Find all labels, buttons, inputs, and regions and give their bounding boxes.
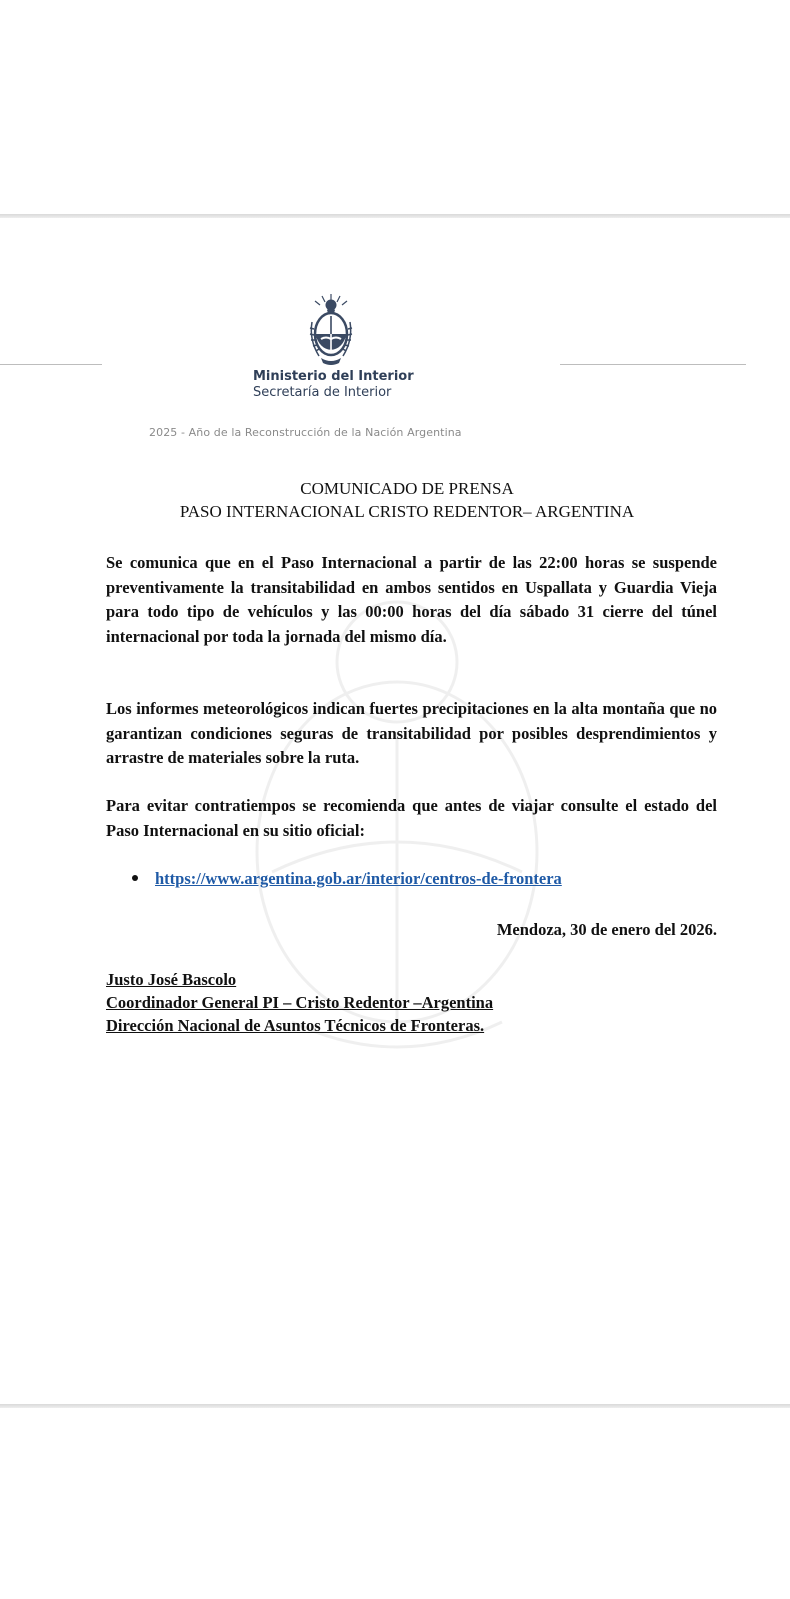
signatory-name: Justo José Bascolo xyxy=(106,970,237,989)
body-paragraph-3: Para evitar contratiempos se recomienda que antes de viajar consulte el estado del Paso Internacional en su sitio oficial: xyxy=(106,796,717,840)
signatory-department: Dirección Nacional de Asuntos Técnicos de Fronteras. xyxy=(106,1016,485,1035)
coat-of-arms-icon xyxy=(305,292,357,368)
signatory-role: Coordinador General PI – Cristo Redentor –Argentina xyxy=(106,993,494,1012)
secretariat-name: Secretaría de Interior xyxy=(253,385,392,400)
year-motto: 2025 - Año de la Reconstrucción de la Nación Argentina xyxy=(149,426,462,439)
place-and-date: Mendoza, 30 de enero del 2026. xyxy=(496,920,717,939)
link-list-item xyxy=(132,868,562,890)
document-title: COMUNICADO DE PRENSA xyxy=(300,479,514,498)
official-site-link[interactable]: https://www.argentina.gob.ar/interior/centros-de-frontera xyxy=(155,869,562,888)
page-top-edge xyxy=(0,214,790,218)
body-paragraph-2: Los informes meteorológicos indican fuertes precipitaciones en la alta montaña que no garantizan condiciones seguras de transitabilidad por posibles desprendimientos y arrastre de materiales sobre la ruta. xyxy=(106,699,717,767)
header-rule-right xyxy=(560,364,746,365)
page-bottom-edge xyxy=(0,1404,790,1408)
ministry-name: Ministerio del Interior xyxy=(253,369,414,384)
body-paragraph-1: Se comunica que en el Paso Internacional a partir de las 22:00 horas se suspende preventivamente la transitabilidad en ambos sentidos en Uspallata y Guardia Vieja para todo tipo de vehículos y las 00:00 horas del día sábado 31 cierre del túnel internacional por toda la jornada del mismo día. xyxy=(106,553,717,646)
header-rule-left xyxy=(0,364,102,365)
bullet-icon xyxy=(132,875,138,881)
document-subtitle: PASO INTERNACIONAL CRISTO REDENTOR– ARGENTINA xyxy=(179,502,635,521)
ministry-block xyxy=(253,369,414,401)
